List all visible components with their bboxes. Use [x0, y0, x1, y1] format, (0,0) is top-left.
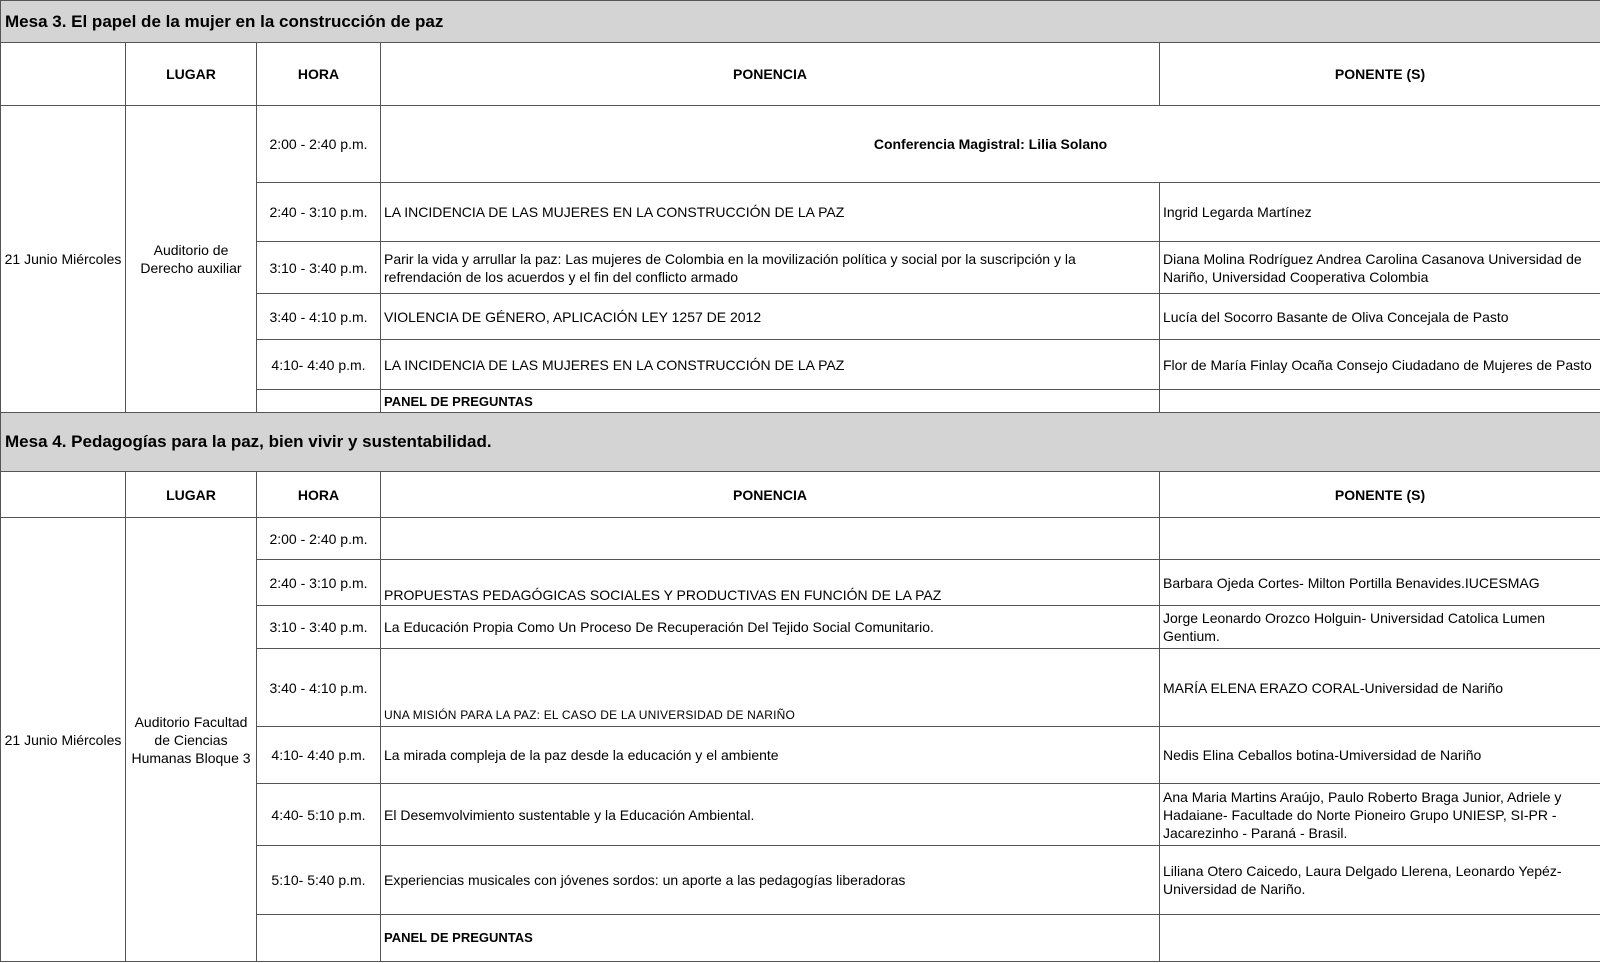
ponente-cell: Flor de María Finlay Ocaña Consejo Ciudadano de Mujeres de Pasto: [1160, 340, 1600, 390]
table-row: [1, 518, 1600, 560]
mesa4-lugar: Auditorio Facultad de Ciencias Humanas Bloque 3: [126, 518, 257, 962]
hora-cell: 3:40 - 4:10 p.m.: [257, 649, 381, 727]
mesa3-lugar: Auditorio de Derecho auxiliar: [126, 106, 257, 413]
header-blank: [1, 43, 126, 106]
mesa3-header-row: [1, 43, 1600, 106]
hora-cell: 2:40 - 3:10 p.m.: [257, 560, 381, 606]
hora-cell: 4:40- 5:10 p.m.: [257, 784, 381, 846]
ponente-cell: Barbara Ojeda Cortes- Milton Portilla Benavides.IUCESMAG: [1160, 560, 1600, 606]
ponente-cell: Liliana Otero Caicedo, Laura Delgado Llerena, Leonardo Yepéz- Universidad de Nariño.: [1160, 846, 1600, 915]
header-ponente: PONENTE (S): [1160, 43, 1600, 106]
hora-cell: 3:10 - 3:40 p.m.: [257, 242, 381, 294]
ponente-cell: Ana Maria Martins Araújo, Paulo Roberto Braga Junior, Adriele y Hadaiane- Facultade do Norte Pioneiro Grupo UNIESP, SI-PR - Jacarezinho - Paraná - Brasil.: [1160, 784, 1600, 846]
ponencia-cell: Experiencias musicales con jóvenes sordos: un aporte a las pedagogías liberadoras: [381, 846, 1160, 915]
ponencia-cell: El Desemvolvimiento sustentable y la Educación Ambiental.: [381, 784, 1160, 846]
header-hora: HORA: [257, 472, 381, 518]
hora-cell: 4:10- 4:40 p.m.: [257, 727, 381, 784]
header-ponencia: PONENCIA: [381, 43, 1160, 106]
hora-cell: 2:00 - 2:40 p.m.: [257, 518, 381, 560]
ponente-cell: [1160, 518, 1600, 560]
mesa4-table: [0, 412, 1600, 962]
mesa4-fecha: 21 Junio Miércoles: [1, 518, 126, 962]
hora-cell: 3:40 - 4:10 p.m.: [257, 294, 381, 340]
ponente-cell: Ingrid Legarda Martínez: [1160, 183, 1600, 242]
ponencia-cell: VIOLENCIA DE GÉNERO, APLICACIÓN LEY 1257 DE 2012: [381, 294, 1160, 340]
ponente-cell: MARÍA ELENA ERAZO CORAL-Universidad de Nariño: [1160, 649, 1600, 727]
panel-preguntas: PANEL DE PREGUNTAS: [381, 390, 1160, 413]
ponente-cell: Jorge Leonardo Orozco Holguin- Universidad Catolica Lumen Gentium.: [1160, 606, 1600, 649]
header-blank: [1, 472, 126, 518]
header-hora: HORA: [257, 43, 381, 106]
ponente-cell: Lucía del Socorro Basante de Oliva Concejala de Pasto: [1160, 294, 1600, 340]
header-lugar: LUGAR: [126, 472, 257, 518]
ponencia-cell: La Educación Propia Como Un Proceso De Recuperación Del Tejido Social Comunitario.: [381, 606, 1160, 649]
header-ponente: PONENTE (S): [1160, 472, 1600, 518]
header-ponencia: PONENCIA: [381, 472, 1160, 518]
panel-preguntas: PANEL DE PREGUNTAS: [381, 915, 1160, 962]
ponencia-cell: UNA MISIÓN PARA LA PAZ: EL CASO DE LA UNIVERSIDAD DE NARIÑO: [381, 649, 1160, 727]
hora-cell: 4:10- 4:40 p.m.: [257, 340, 381, 390]
mesa4-title: Mesa 4. Pedagogías para la paz, bien vivir y sustentabilidad.: [1, 413, 1600, 472]
conferencia-magistral: Conferencia Magistral: Lilia Solano: [381, 106, 1600, 183]
ponencia-cell: LA INCIDENCIA DE LAS MUJERES EN LA CONSTRUCCIÓN DE LA PAZ: [381, 183, 1160, 242]
mesa3-title-row: [1, 1, 1600, 43]
ponente-cell-empty: [1160, 915, 1600, 962]
hora-cell: 3:10 - 3:40 p.m.: [257, 606, 381, 649]
hora-cell: 2:00 - 2:40 p.m.: [257, 106, 381, 183]
ponente-cell: Diana Molina Rodríguez Andrea Carolina Casanova Universidad de Nariño, Universidad Cooperativa Colombia: [1160, 242, 1600, 294]
mesa3-title: Mesa 3. El papel de la mujer en la construcción de paz: [1, 1, 1600, 43]
mesa4-header-row: [1, 472, 1600, 518]
hora-cell: 2:40 - 3:10 p.m.: [257, 183, 381, 242]
hora-cell-empty: [257, 390, 381, 413]
mesa4-title-row: [1, 413, 1600, 472]
ponencia-cell: Parir la vida y arrullar la paz: Las mujeres de Colombia en la movilización política y social por la suscripción y la refrendación de los acuerdos y el fin del conflicto armado: [381, 242, 1160, 294]
ponencia-cell: PROPUESTAS PEDAGÓGICAS SOCIALES Y PRODUCTIVAS EN FUNCIÓN DE LA PAZ: [381, 560, 1160, 606]
ponente-cell: Nedis Elina Ceballos botina-Umiversidad de Nariño: [1160, 727, 1600, 784]
ponente-cell-empty: [1160, 390, 1600, 413]
header-lugar: LUGAR: [126, 43, 257, 106]
ponencia-cell: LA INCIDENCIA DE LAS MUJERES EN LA CONSTRUCCIÓN DE LA PAZ: [381, 340, 1160, 390]
ponencia-cell: La mirada compleja de la paz desde la educación y el ambiente: [381, 727, 1160, 784]
mesa3-fecha: 21 Junio Miércoles: [1, 106, 126, 413]
ponencia-cell: [381, 518, 1160, 560]
hora-cell-empty: [257, 915, 381, 962]
hora-cell: 5:10- 5:40 p.m.: [257, 846, 381, 915]
mesa3-table: [0, 0, 1600, 413]
table-row: [1, 106, 1600, 183]
